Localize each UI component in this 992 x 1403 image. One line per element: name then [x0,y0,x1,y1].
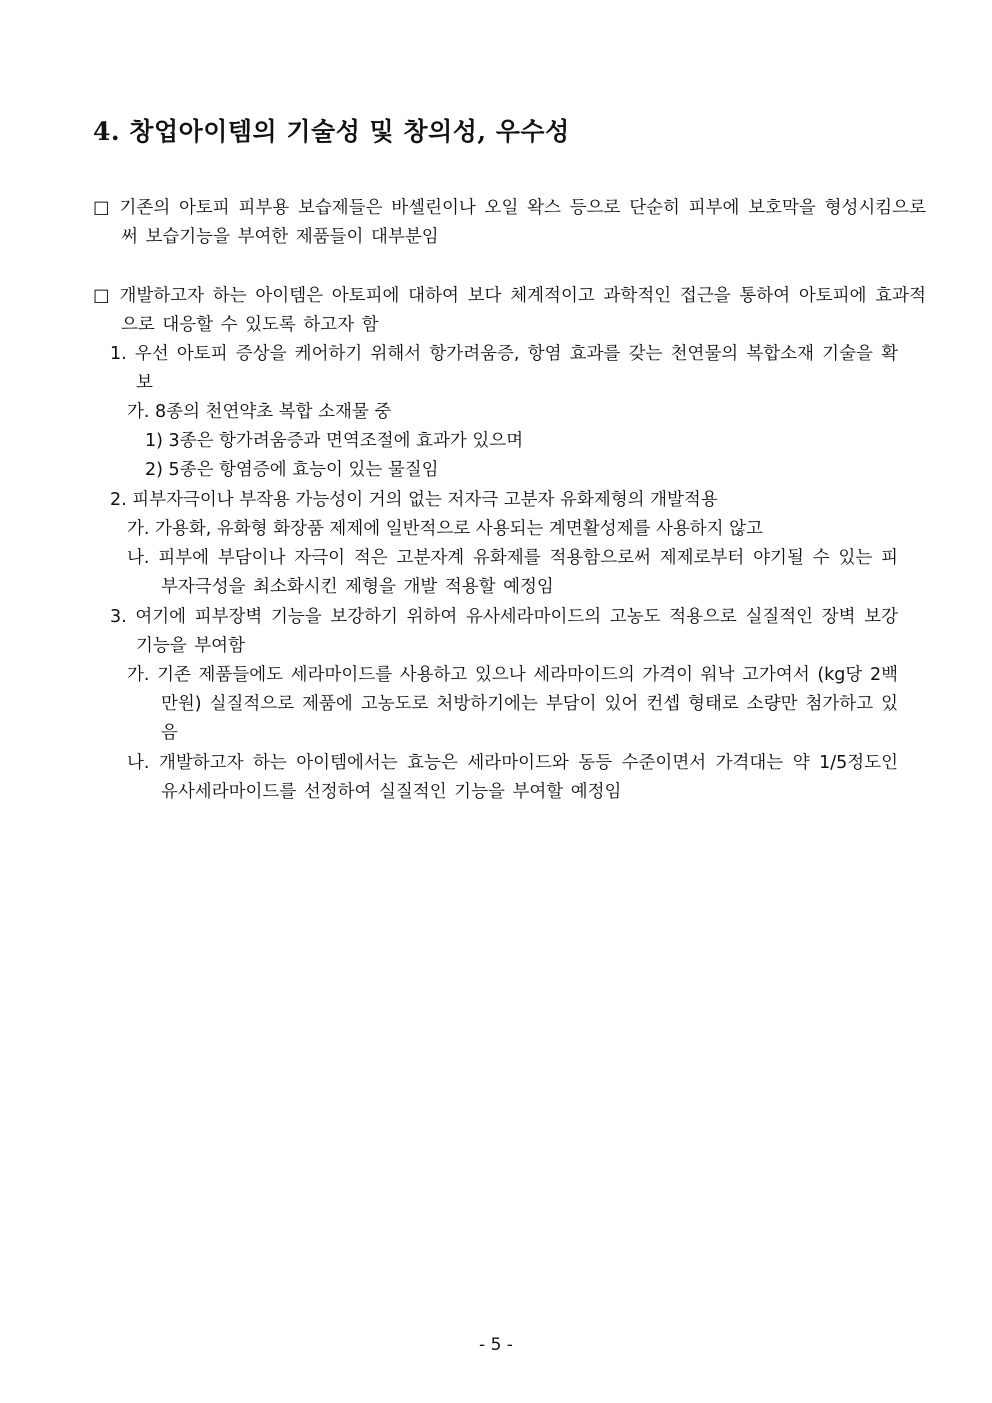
item-2-paragraph: 2. 피부자극이나 부작용 가능성이 거의 없는 저자극 고분자 유화제형의 개발적용 [110,490,718,510]
item-2-sub-a: 가. 가용화, 유화형 화장품 제제에 일반적으로 사용되는 계면활성제를 사용하지 않고 [127,519,763,539]
page-number: - 5 - [479,1335,513,1355]
item-1-sub-a: 가. 8종의 천연약초 복합 소재물 중 [127,402,392,422]
section-2-paragraph: □ 개발하고자 하는 아이템은 아토피에 대하여 보다 체계적이고 과학적인 접근을 통하여 아토피에 효과적으로 대응할 수 있도록 하고자 함 [93,286,926,335]
item-3-paragraph: 3. 여기에 피부장벽 기능을 보강하기 위하여 유사세라마이드의 고농도 적용으로 실질적인 장벽 보강기능을 부여함 [110,607,898,656]
item-1-sub-a-1: 1) 3종은 항가려움증과 면역조절에 효과가 있으며 [145,431,524,451]
section-heading: 4. 창업아이템의 기술성 및 창의성, 우수성 [93,117,570,146]
item-2-sub-b: 나. 피부에 부담이나 자극이 적은 고분자계 유화제를 적용함으로써 제제로부터 야기될 수 있는 피부자극성을 최소화시킨 제형을 개발 적용할 예정임 [127,548,898,597]
item-3-sub-b: 나. 개발하고자 하는 아이템에서는 효능은 세라마이드와 동등 수준이면서 가격대는 약 1/5정도인 유사세라마이드를 선정하여 실질적인 기능을 부여할 예정임 [127,753,898,802]
item-1-sub-a-2: 2) 5종은 항염증에 효능이 있는 물질임 [145,460,439,480]
section-1-paragraph: □ 기존의 아토피 피부용 보습제들은 바셀린이나 오일 왁스 등으로 단순히 피부에 보호막을 형성시킴으로써 보습기능을 부여한 제품들이 대부분임 [93,198,926,247]
item-1-paragraph: 1. 우선 아토피 증상을 케어하기 위해서 항가려움증, 항염 효과를 갖는 천연물의 복합소재 기술을 확보 [110,344,898,393]
item-3-sub-a: 가. 기존 제품들에도 세라마이드를 사용하고 있으나 세라마이드의 가격이 워낙 고가여서 (kg당 2백만원) 실질적으로 제품에 고농도로 처방하기에는 부담이 있어 컨셉 형태로 소량만 첨가하고 있음 [127,665,898,743]
